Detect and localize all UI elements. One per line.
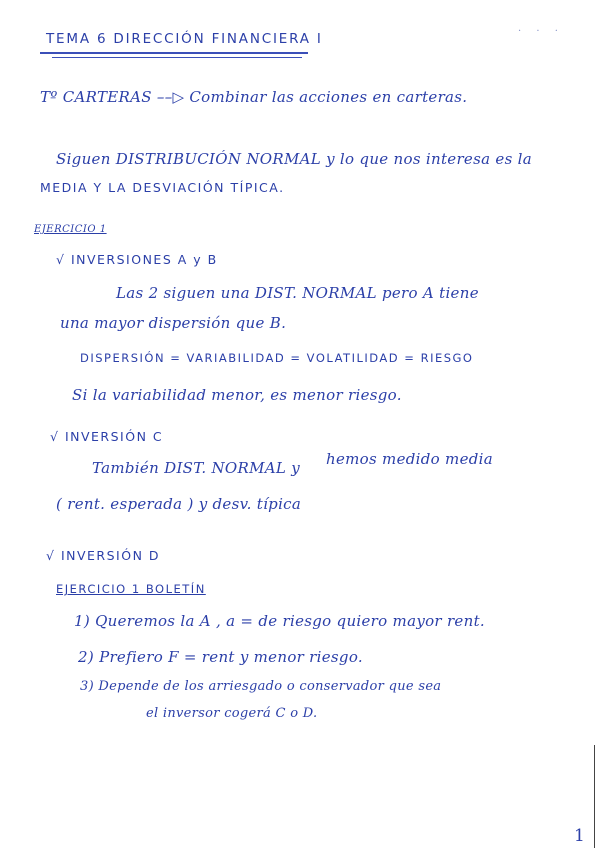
note-line-2: Siguen DISTRIBUCIÓN NORMAL y lo que nos interesa es la (56, 150, 532, 168)
note-line-8: DISPERSIÓN = VARIABILIDAD = VOLATILIDAD = RIESGO (80, 351, 474, 365)
note-line-5: √ INVERSIONES A y B (56, 252, 218, 267)
margin-line (594, 745, 595, 848)
note-line-1: Tº CARTERAS ––▷ Combinar las acciones en carteras. (40, 88, 468, 106)
page-number: 1 (574, 826, 586, 846)
note-line-13: √ INVERSIÓN D (46, 548, 161, 563)
title-underline-2 (52, 57, 302, 58)
exercise-bulletin-heading: EJERCICIO 1 BOLETÍN (56, 582, 206, 596)
note-line-9: Si la variabilidad menor, es menor riesgo. (72, 386, 402, 404)
note-line-7: una mayor dispersión que B. (60, 314, 287, 332)
note-line-6: Las 2 siguen una DIST. NORMAL pero A tiene (116, 284, 479, 302)
margin-dots: · · · (518, 26, 564, 37)
note-line-18: el inversor cogerá C o D. (146, 706, 318, 721)
exercise-heading: EJERCICIO 1 (34, 224, 107, 235)
note-line-11: También DIST. NORMAL y (92, 459, 300, 477)
note-line-11b: hemos medido media (326, 450, 494, 468)
note-line-17: 3) Depende de los arriesgado o conservador que sea (80, 679, 442, 694)
note-line-3: MEDIA Y LA DESVIACIÓN TÍPICA. (40, 180, 285, 195)
title-underline (40, 52, 308, 54)
note-line-16: 2) Prefiero F = rent y menor riesgo. (78, 648, 363, 666)
page-title: TEMA 6 DIRECCIÓN FINANCIERA I (46, 31, 323, 47)
note-line-10: √ INVERSIÓN C (50, 429, 164, 444)
note-line-12: ( rent. esperada ) y desv. típica (56, 495, 302, 513)
note-line-15: 1) Queremos la A , a = de riesgo quiero mayor rent. (74, 612, 485, 630)
